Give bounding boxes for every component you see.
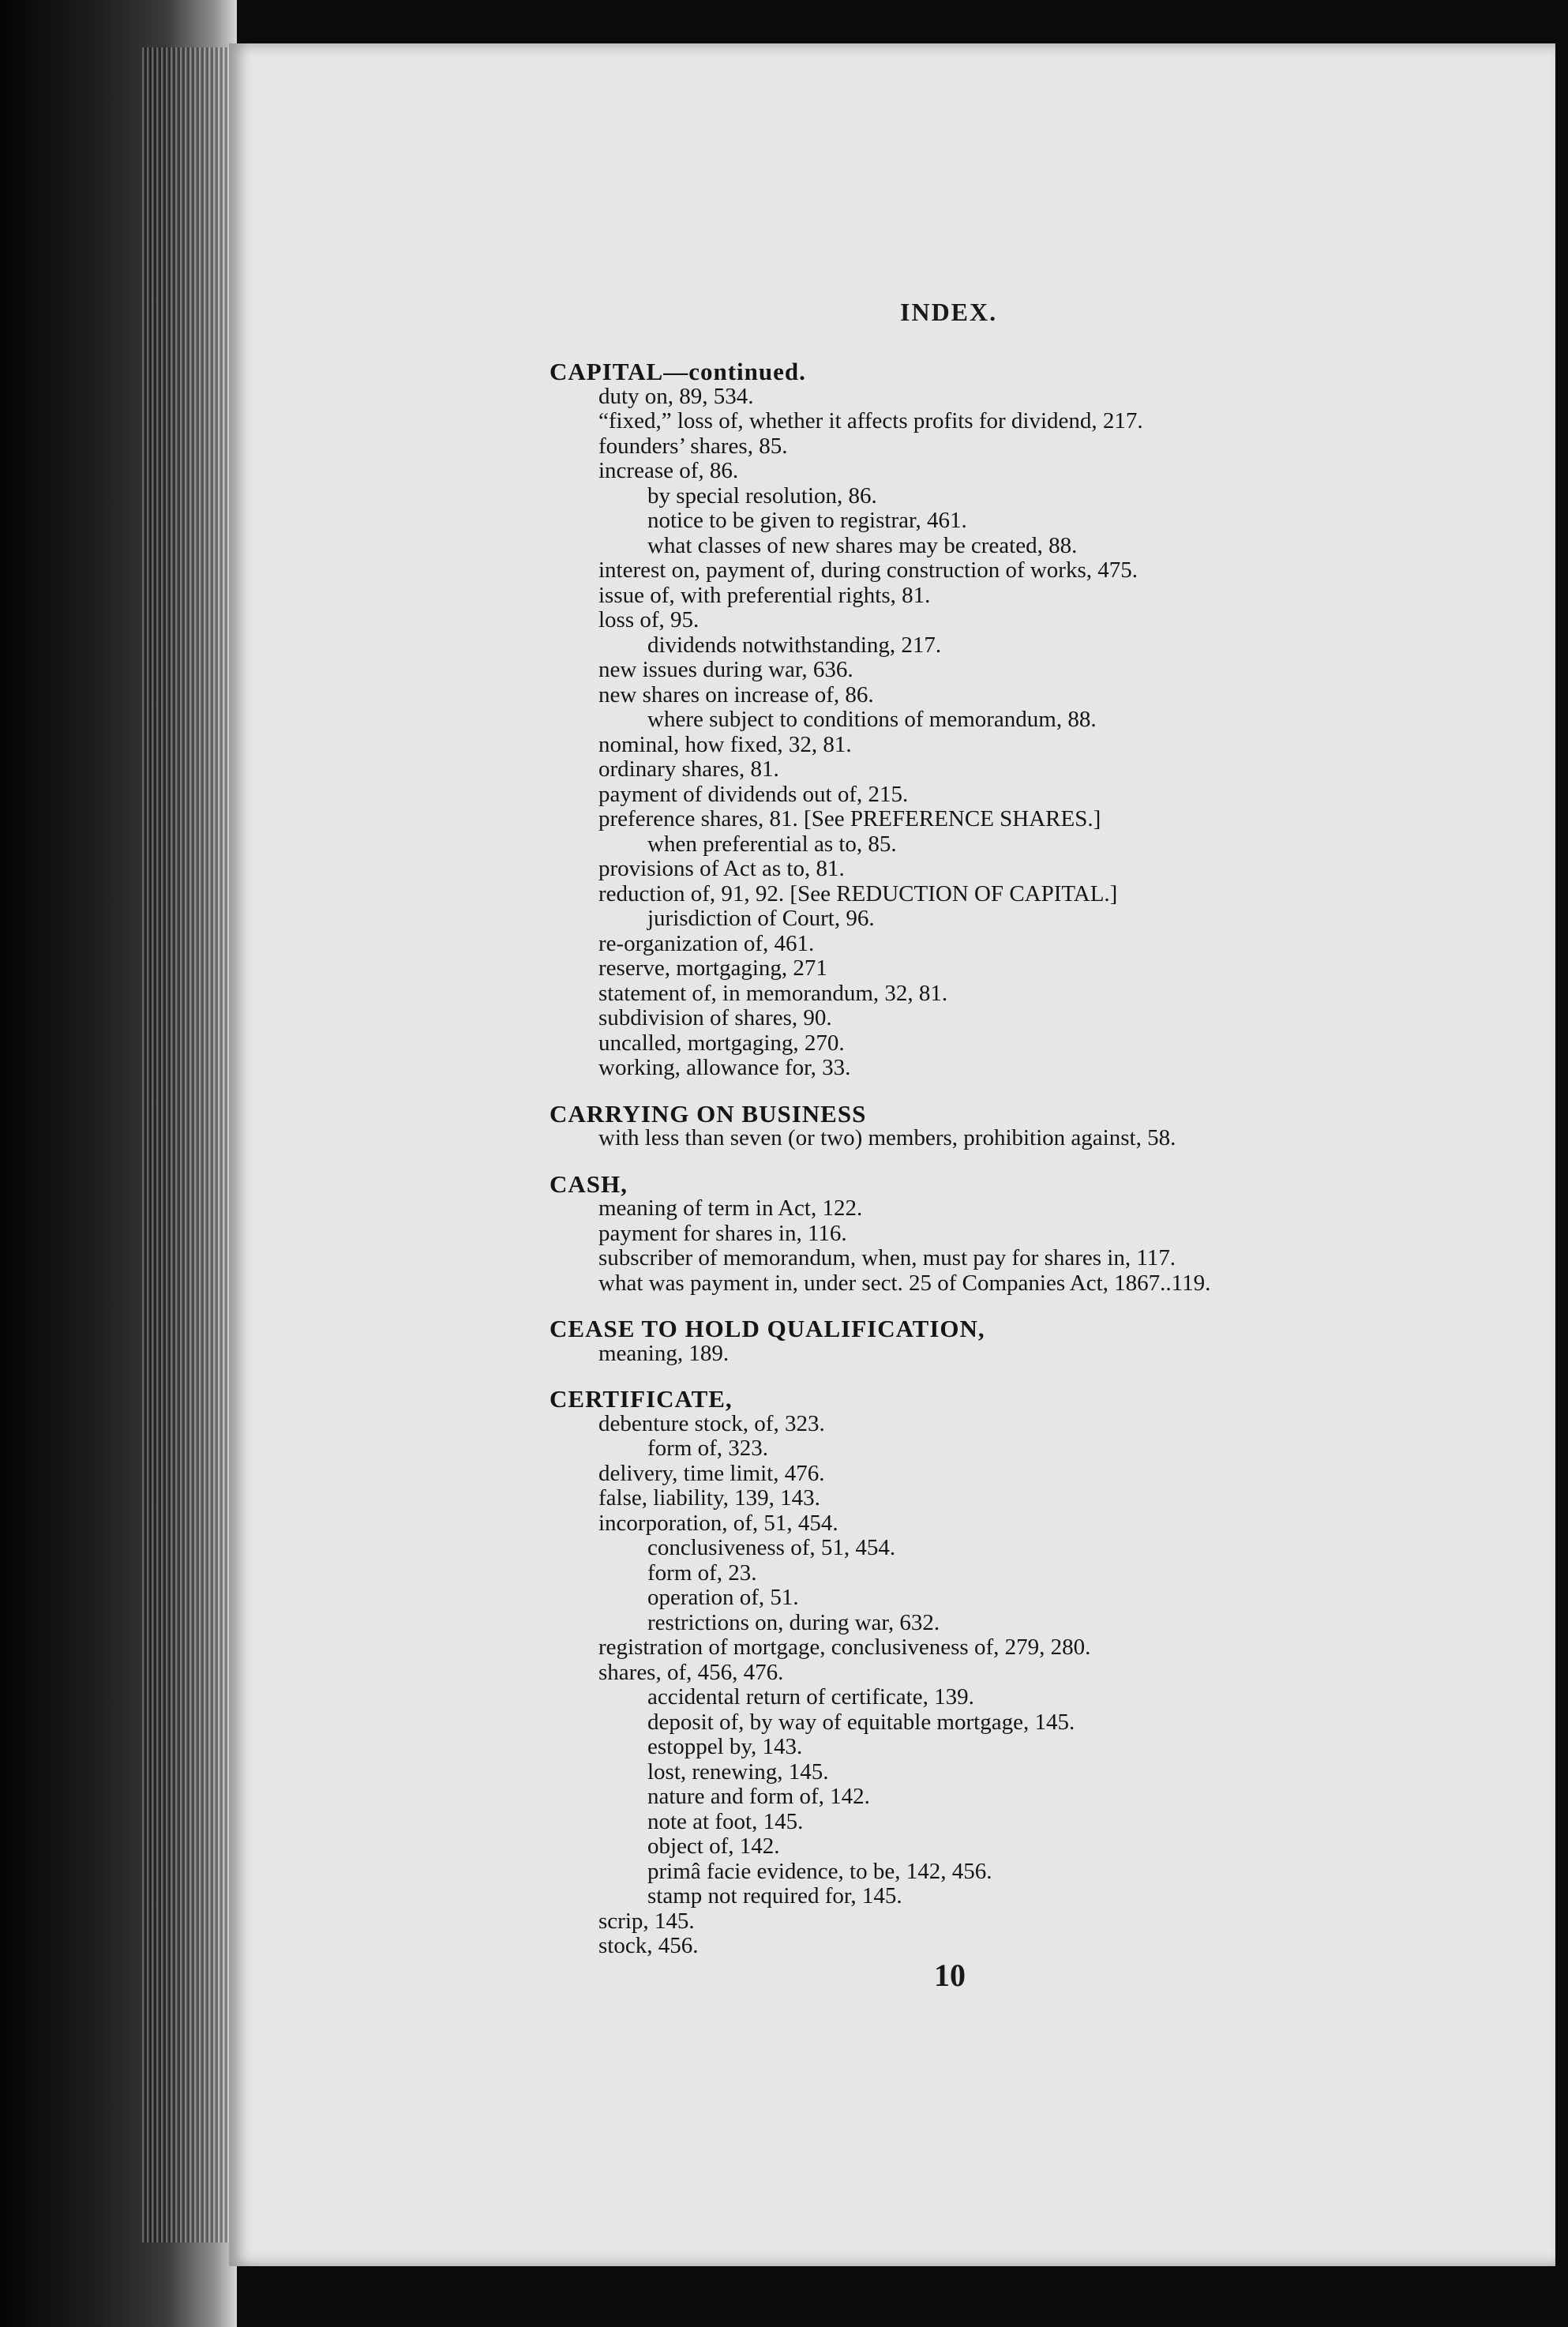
index-entry: what classes of new shares may be created, 88. xyxy=(647,532,1078,558)
page-header: INDEX. xyxy=(900,298,998,326)
index-entry: delivery, time limit, 476. xyxy=(598,1460,825,1486)
index-entry: new issues during war, 636. xyxy=(598,657,853,682)
index-entry: registration of mortgage, conclusiveness of, 279, 280. xyxy=(598,1635,1091,1660)
index-entry: reduction of, 91, 92. [See REDUCTION OF CAPITAL.] xyxy=(598,880,1118,906)
index-entry: subdivision of shares, 90. xyxy=(598,1005,832,1030)
index-entry: reserve, mortgaging, 271 xyxy=(598,955,827,981)
index-entry: lost, renewing, 145. xyxy=(647,1758,829,1785)
index-entry: issue of, with preferential rights, 81. xyxy=(598,582,931,608)
index-heading: CAPITAL—continued. xyxy=(550,358,806,385)
index-entry: primâ facie evidence, to be, 142, 456. xyxy=(647,1858,992,1884)
index-entry: stock, 456. xyxy=(598,1933,699,1958)
index-entry: note at foot, 145. xyxy=(647,1808,804,1834)
index-entry: false, liability, 139, 143. xyxy=(598,1485,820,1511)
index-heading: CASH, xyxy=(550,1169,628,1198)
index-entry: increase of, 86. xyxy=(598,458,739,483)
index-entry: meaning of term in Act, 122. xyxy=(598,1195,863,1221)
index-entry: loss of, 95. xyxy=(598,607,700,632)
index-entry: deposit of, by way of equitable mortgage, 145. xyxy=(647,1709,1075,1735)
index-entry: “fixed,” loss of, whether it affects profits for dividend, 217. xyxy=(598,408,1143,433)
index-entry: estoppel by, 143. xyxy=(647,1734,803,1759)
index-entry: nature and form of, 142. xyxy=(647,1784,870,1809)
index-heading: CERTIFICATE, xyxy=(550,1385,733,1413)
index-entry: uncalled, mortgaging, 270. xyxy=(598,1030,845,1056)
index-entry: nominal, how fixed, 32, 81. xyxy=(598,731,852,757)
index-entry: operation of, 51. xyxy=(647,1585,799,1610)
index-entry: incorporation, of, 51, 454. xyxy=(598,1510,838,1536)
index-entry: notice to be given to registrar, 461. xyxy=(647,508,967,533)
index-entry: when preferential as to, 85. xyxy=(647,831,897,857)
index-entry: scrip, 145. xyxy=(598,1908,695,1934)
index-entry: re-organization of, 461. xyxy=(598,930,815,956)
index-entry: form of, 323. xyxy=(647,1436,769,1461)
index-entry: by special resolution, 86. xyxy=(647,482,877,509)
index-entry: object of, 142. xyxy=(647,1833,780,1859)
index-entry: what was payment in, under sect. 25 of Companies Act, 1867..119. xyxy=(598,1270,1211,1296)
index-entry: provisions of Act as to, 81. xyxy=(598,856,845,881)
index-entry: shares, of, 456, 476. xyxy=(598,1659,784,1685)
index-entry: founders’ shares, 85. xyxy=(598,433,788,459)
index-entry: with less than seven (or two) members, prohibition against, 58. xyxy=(598,1125,1176,1150)
index-entry: working, allowance for, 33. xyxy=(598,1055,851,1080)
index-entry: ordinary shares, 81. xyxy=(598,756,779,782)
index-entry: form of, 23. xyxy=(647,1559,757,1586)
page-number: 10 xyxy=(934,1957,966,1993)
index-entry: jurisdiction of Court, 96. xyxy=(647,906,875,931)
index-entry: subscriber of memorandum, when, must pay for shares in, 117. xyxy=(598,1245,1176,1270)
index-entry: debenture stock, of, 323. xyxy=(598,1410,825,1436)
index-entry: duty on, 89, 534. xyxy=(598,383,754,409)
index-heading: CEASE TO HOLD QUALIFICATION, xyxy=(550,1315,985,1342)
index-list xyxy=(550,359,1497,1959)
index-entry: where subject to conditions of memorandum, 88. xyxy=(647,707,1097,732)
index-entry: payment of dividends out of, 215. xyxy=(598,781,909,807)
page-edges xyxy=(142,47,229,2243)
index-entry: restrictions on, during war, 632. xyxy=(647,1609,940,1635)
index-heading: CARRYING ON BUSINESS xyxy=(550,1099,867,1128)
index-entry: accidental return of certificate, 139. xyxy=(647,1684,974,1710)
index-entry: new shares on increase of, 86. xyxy=(598,681,874,707)
index-entry: meaning, 189. xyxy=(598,1340,730,1366)
index-entry: stamp not required for, 145. xyxy=(647,1883,902,1909)
index-entry: preference shares, 81. [See PREFERENCE SHARES.] xyxy=(598,806,1101,831)
index-entry: interest on, payment of, during construction of works, 475. xyxy=(598,557,1138,583)
index-entry: dividends notwithstanding, 217. xyxy=(647,632,942,658)
index-entry: payment for shares in, 116. xyxy=(598,1220,847,1246)
index-entry: conclusiveness of, 51, 454. xyxy=(647,1535,896,1560)
index-entry: statement of, in memorandum, 32, 81. xyxy=(598,980,948,1006)
